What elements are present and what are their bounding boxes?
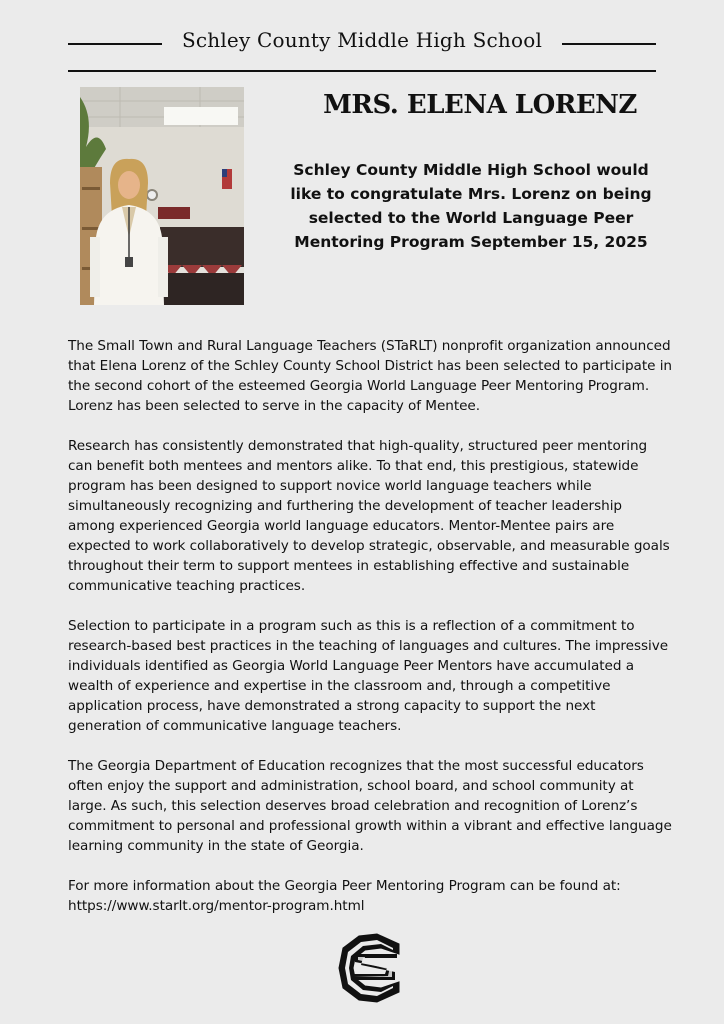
school-sc-monogram-logo-icon	[337, 932, 411, 1004]
portrait-photo-icon	[80, 87, 244, 305]
paragraph: Selection to participate in a program such as this is a reflection of a commitment to research-based best practices in the teaching of languages and cultures. The impressive individuals identified as Georgia World Language Peer Mentors have accumulated a wealth of experience and expertise in the classroom and, through a competitive application process, have demonstrated a strong capacity to support the next generation of communicative language teachers.	[68, 618, 669, 734]
program-link[interactable]: https://www.starlt.org/mentor-program.html	[68, 898, 365, 914]
header-divider	[68, 70, 656, 72]
honoree-name: MRS. ELENA LORENZ	[323, 90, 637, 120]
school-logo	[337, 932, 411, 1004]
teacher-photo	[80, 87, 244, 305]
school-name: Schley County Middle High School	[181, 28, 543, 52]
page-header	[68, 26, 656, 60]
more-info-text: For more information about the Georgia Peer Mentoring Program can be found at:	[68, 878, 621, 894]
paragraph: The Small Town and Rural Language Teachers (STaRLT) nonprofit organization announced that Elena Lorenz of the Schley County School District has been selected to participate in the second cohort of the esteemed Georgia World Language Peer Mentoring Program. Lorenz has been selected to serve in the capacity of Mentee.	[68, 338, 672, 414]
more-info-paragraph	[68, 876, 672, 916]
header-rule-right	[562, 43, 656, 45]
paragraph: Research has consistently demonstrated that high-quality, structured peer mentoring can benefit both mentees and mentors alike. To that end, this prestigious, statewide program has been designed to support novice world language teachers while simultaneously recognizing and furthering the development of teacher leadership among experienced Georgia world language educators. Mentor-Mentee pairs are expected to work collaboratively to develop strategic, observable, and measurable goals throughout their term to support mentees in establishing effective and sustainable communicative teaching practices.	[68, 438, 670, 594]
article-body	[68, 336, 672, 916]
paragraph: The Georgia Department of Education recognizes that the most successful educators often enjoy the support and administration, school board, and school community at large. As such, this selection deserves broad celebration and recognition of Lorenz’s commitment to personal and professional growth within a vibrant and effective language learning community in the state of Georgia.	[68, 758, 672, 854]
congratulations-intro: Schley County Middle High School would like to congratulate Mrs. Lorenz on being selected to the World Language Peer Mentoring Program September 15, 2025	[290, 161, 652, 251]
